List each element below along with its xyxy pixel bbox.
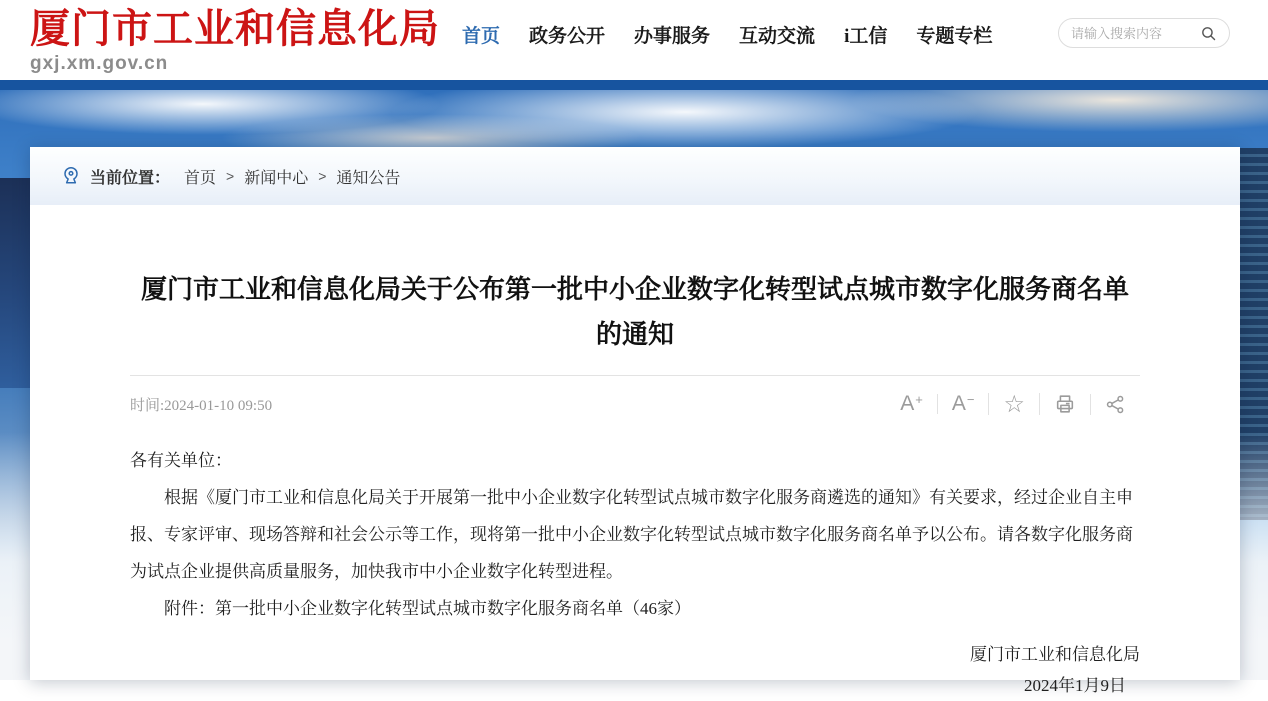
article-meta-row xyxy=(130,376,1140,432)
attachment-link[interactable]: 附件：第一批中小企业数字化转型试点城市数字化服务商名单（46家） xyxy=(164,599,691,618)
nav-item-i-gongxin[interactable]: i工信 xyxy=(844,25,888,47)
article-paragraph: 根据《厦门市工业和信息化局关于开展第一批中小企业数字化转型试点城市数字化服务商遴选的通知》有关要求，经过企业自主申报、专家评审、现场答辩和社会公示等工作，现将第一批中小企业数字化转型试点城市数字化服务商名单予以公布。请各数字化服务商为试点企业提供高质量服务，加快我市中小企业数字化转型进程。 xyxy=(130,488,1133,581)
nav-item-services[interactable]: 办事服务 xyxy=(634,25,711,47)
article-body xyxy=(130,442,1140,627)
salutation: 各有关单位： xyxy=(130,451,232,470)
nav-item-interaction[interactable]: 互动交流 xyxy=(739,25,816,47)
breadcrumb-label: 当前位置： xyxy=(90,169,171,187)
font-increase-button[interactable]: A + xyxy=(900,392,923,415)
favorite-button[interactable] xyxy=(988,390,1039,418)
banner-background xyxy=(0,90,1268,695)
header-divider-bar xyxy=(0,80,1268,90)
print-button[interactable] xyxy=(1039,393,1090,415)
main-nav xyxy=(462,21,992,48)
printer-icon xyxy=(1054,393,1076,415)
nav-item-gov-info[interactable]: 政务公开 xyxy=(529,25,606,47)
font-decrease-button[interactable]: A − xyxy=(937,394,989,414)
nav-item-home[interactable]: 首页 xyxy=(462,25,501,47)
share-icon xyxy=(1105,394,1126,415)
article-title: 厦门市工业和信息化局关于公布第一批中小企业数字化转型试点城市数字化服务商名单的通知 xyxy=(140,275,1129,349)
site-header xyxy=(0,0,1268,80)
breadcrumb-separator: > xyxy=(318,168,327,184)
share-button[interactable] xyxy=(1090,394,1140,415)
search-icon[interactable] xyxy=(1200,25,1217,42)
publish-time: 时间:2024-01-10 09:50 xyxy=(130,397,273,414)
star-icon: ☆ xyxy=(1003,390,1025,418)
signature-block xyxy=(130,639,1140,701)
breadcrumb-link-notices[interactable]: 通知公告 xyxy=(336,169,401,187)
search-input[interactable] xyxy=(1071,26,1200,41)
site-logo-url: gxj.xm.gov.cn xyxy=(30,52,169,74)
breadcrumb-separator: > xyxy=(226,168,235,184)
article-toolbar xyxy=(886,390,1140,418)
breadcrumb-link-news-center[interactable]: 新闻中心 xyxy=(244,169,309,187)
location-pin-icon xyxy=(62,166,80,186)
breadcrumb xyxy=(30,147,1240,205)
search-box xyxy=(1058,18,1230,48)
signature-agency: 厦门市工业和信息化局 xyxy=(970,645,1140,664)
site-logo[interactable] xyxy=(30,6,440,75)
breadcrumb-link-home[interactable]: 首页 xyxy=(184,169,217,187)
content-card xyxy=(30,147,1240,695)
signature-date: 2024年1月9日 xyxy=(1024,676,1126,695)
site-logo-title: 厦门市工业和信息化局 xyxy=(30,5,440,51)
nav-item-special-topics[interactable]: 专题专栏 xyxy=(916,25,993,47)
